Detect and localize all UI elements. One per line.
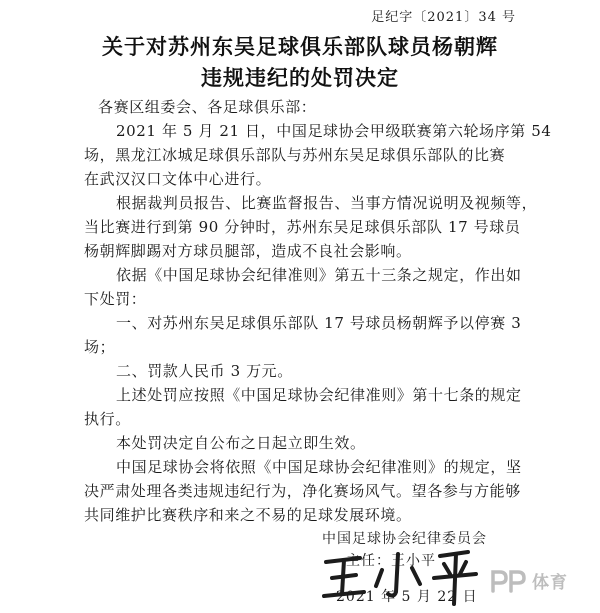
document-date: 2021 年 5 月 22 日 [336, 589, 478, 605]
body-line: 共同维护比赛秩序和来之不易的足球发展环境。 [84, 506, 412, 524]
watermark-text: 体育 [532, 573, 568, 593]
signatory-organization: 中国足球协会纪律委员会 [322, 531, 487, 547]
body-line: 依据《中国足球协会纪律准则》第五十三条之规定，作出如 [116, 266, 522, 284]
document-title-line-2: 违规违纪的处罚决定 [201, 65, 399, 90]
body-line: 下处罚： [84, 290, 147, 308]
body-line: 各赛区组委会、各足球俱乐部： [98, 98, 317, 116]
signatory-title: 主任：王小平 [346, 553, 436, 569]
document-title-line-1: 关于对苏州东吴足球俱乐部队球员杨朝辉 [102, 34, 498, 59]
watermark [488, 568, 568, 593]
body-line: 当比赛进行到第 90 分钟时，苏州东吴足球俱乐部队 17 号球员 [84, 218, 521, 236]
body-line: 场； [84, 338, 116, 356]
body-line: 二、罚款人民币 3 万元。 [116, 362, 293, 380]
body-line: 中国足球协会将依照《中国足球协会纪律准则》的规定，坚 [116, 458, 522, 476]
document-number: 足纪字〔2021〕34 号 [371, 10, 516, 25]
body-line: 杨朝辉脚踢对方球员腿部，造成不良社会影响。 [84, 242, 412, 260]
body-line: 一、对苏州东吴足球俱乐部队 17 号球员杨朝辉予以停赛 3 [116, 314, 522, 332]
body-line: 本处罚决定自公布之日起立即生效。 [116, 434, 366, 452]
body-line: 根据裁判员报告、比赛监督报告、当事方情况说明及视频等， [116, 194, 538, 212]
body-line: 决严肃处理各类违规违纪行为，净化赛场风气。望各参与方能够 [84, 482, 521, 500]
body-line: 在武汉汉口文体中心进行。 [84, 170, 272, 188]
body-line: 2021 年 5 月 21 日，中国足球协会甲级联赛第六轮场序第 54 [116, 122, 552, 140]
body-line: 场，黑龙江冰城足球俱乐部队与苏州东吴足球俱乐部队的比赛 [84, 146, 506, 164]
body-line: 上述处罚应按照《中国足球协会纪律准则》第十七条的规定 [116, 386, 522, 404]
pp-logo-icon [488, 569, 528, 593]
body-line: 执行。 [84, 410, 131, 428]
